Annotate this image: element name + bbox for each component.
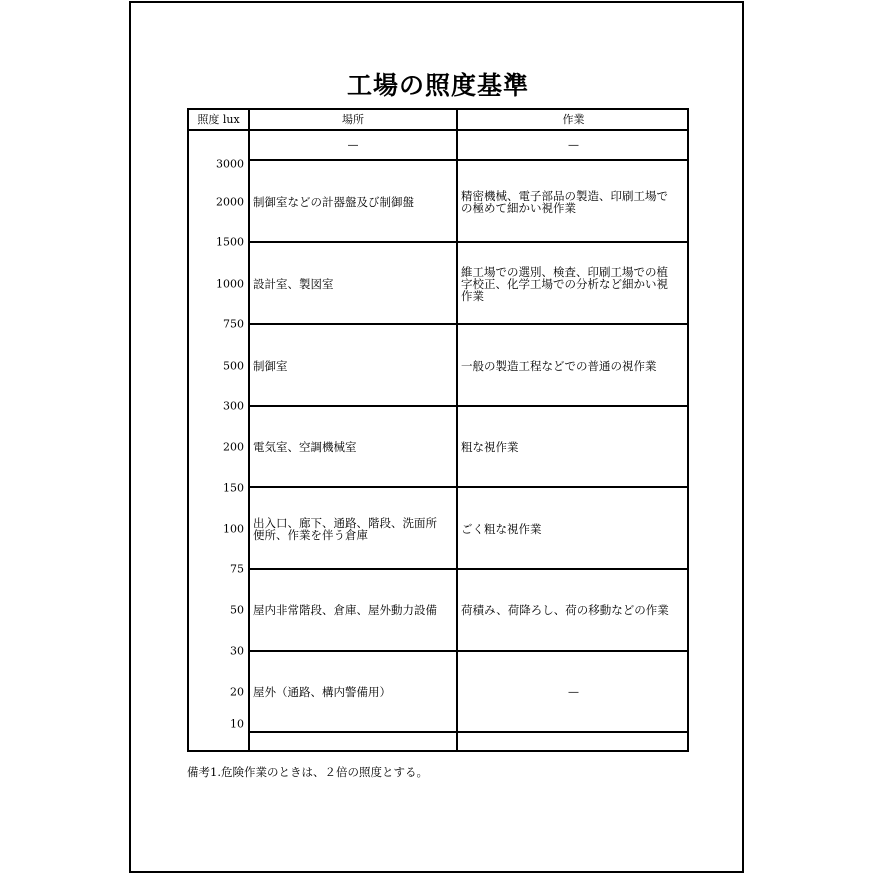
place-2000: 制御室などの計器盤及び制御盤 bbox=[253, 195, 414, 209]
lux-100: 100 bbox=[223, 522, 244, 536]
lux-30: 30 bbox=[230, 644, 244, 658]
row-rule bbox=[248, 486, 687, 488]
task-1000-line2: 字校正、化学工場での分析など細かい視 bbox=[461, 277, 668, 291]
lux-200: 200 bbox=[223, 440, 244, 454]
row-rule bbox=[248, 159, 687, 161]
lux-2000: 2000 bbox=[216, 195, 244, 209]
place-100-line2: 便所、作業を伴う倉庫 bbox=[253, 528, 368, 542]
page-title: 工場の照度基準 bbox=[346, 71, 529, 100]
lux-1500: 1500 bbox=[216, 235, 244, 249]
header-rule bbox=[189, 129, 687, 131]
row-rule bbox=[248, 405, 687, 407]
task-1000-line1: 維工場での選別、検査、印刷工場での植 bbox=[461, 265, 668, 279]
lux-75: 75 bbox=[230, 562, 244, 576]
place-500: 制御室 bbox=[253, 359, 288, 373]
column-divider-1 bbox=[248, 110, 250, 750]
row-rule bbox=[248, 241, 687, 243]
task-500: 一般の製造工程などでの普通の視作業 bbox=[461, 359, 657, 373]
lux-500: 500 bbox=[223, 359, 244, 373]
task-2000-line2: の極めて細かい視作業 bbox=[461, 201, 576, 215]
place-200: 電気室、空調機械室 bbox=[253, 440, 357, 454]
task-top: — bbox=[568, 138, 579, 152]
row-rule bbox=[248, 650, 687, 652]
lux-750: 750 bbox=[223, 317, 244, 331]
row-rule bbox=[248, 568, 687, 570]
lux-3000: 3000 bbox=[216, 157, 244, 171]
lux-50: 50 bbox=[230, 603, 244, 617]
place-20: 屋外（通路、構内警備用） bbox=[253, 685, 391, 699]
place-1000: 設計室、製図室 bbox=[253, 277, 334, 291]
column-divider-2 bbox=[456, 110, 458, 750]
row-rule bbox=[248, 731, 687, 733]
footnote: 備考1.危険作業のときは、２倍の照度とする。 bbox=[187, 765, 428, 779]
lux-1000: 1000 bbox=[216, 277, 244, 291]
task-20: — bbox=[568, 685, 579, 699]
place-100-line1: 出入口、廊下、通路、階段、洗面所 bbox=[253, 516, 437, 530]
header-lux: 照度 lux bbox=[197, 113, 240, 126]
lux-10: 10 bbox=[230, 717, 244, 731]
place-50: 屋内非常階段、倉庫、屋外動力設備 bbox=[253, 603, 437, 617]
lux-20: 20 bbox=[230, 685, 244, 699]
place-top: — bbox=[347, 138, 359, 152]
task-100: ごく粗な視作業 bbox=[461, 522, 542, 536]
header-task: 作業 bbox=[562, 113, 585, 126]
lux-150: 150 bbox=[223, 481, 244, 495]
task-50: 荷積み、荷降ろし、荷の移動などの作業 bbox=[461, 603, 669, 617]
illuminance-table bbox=[187, 108, 689, 752]
lux-300: 300 bbox=[223, 399, 244, 413]
header-place: 場所 bbox=[342, 113, 364, 126]
row-rule bbox=[248, 323, 687, 325]
task-1000-line3: 作業 bbox=[461, 289, 484, 303]
task-200: 粗な視作業 bbox=[461, 440, 519, 454]
task-2000-line1: 精密機械、電子部品の製造、印刷工場で bbox=[461, 189, 668, 203]
